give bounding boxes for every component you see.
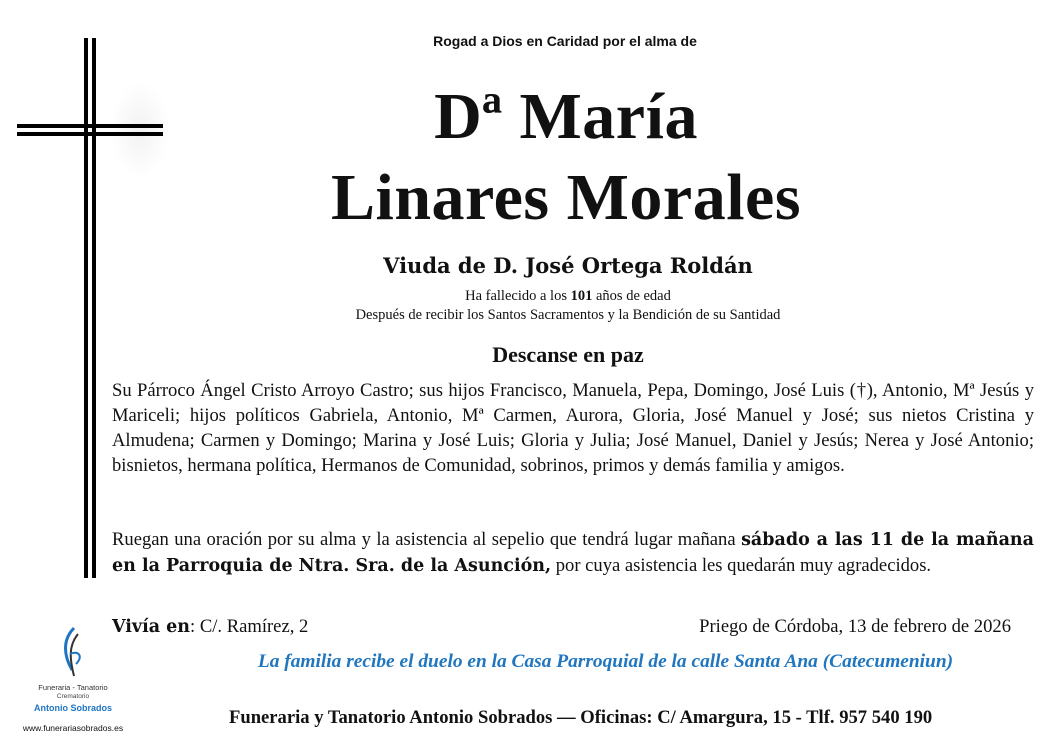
address-label: Vivía en bbox=[112, 617, 191, 637]
footer-contact: Funeraria y Tanatorio Antonio Sobrados — Oficinas: C/ Amargura, 15 - Tlf. 957 540 190 bbox=[229, 707, 933, 728]
family-notice: La familia recibe el duelo en la Casa Parroquial de la calle Santa Ana (Catecumeniun) bbox=[257, 651, 954, 672]
age-line bbox=[0, 288, 1061, 305]
funeral-text-2: por cuya asistencia les quedarán muy agradecidos. bbox=[551, 555, 932, 576]
place-date: Priego de Córdoba, 13 de febrero de 2026 bbox=[699, 616, 1011, 637]
sacraments-line: Después de recibir los Santos Sacramentos y la Bendición de su Santidad bbox=[355, 307, 781, 323]
logo-swirl-icon bbox=[60, 626, 86, 680]
logo-website[interactable]: www.funerariasobrados.es bbox=[22, 723, 124, 733]
age-suffix: años de edad bbox=[592, 288, 671, 304]
funeral-home-logo bbox=[18, 624, 128, 742]
deceased-name-line1: Dª María bbox=[434, 80, 698, 153]
funeral-text-1: Ruegan una oración por su alma y la asistencia al sepelio que tendrá lugar mañana bbox=[112, 529, 742, 550]
logo-brand: Antonio Sobrados bbox=[34, 703, 112, 713]
logo-line1: Funeraria - Tanatorio bbox=[38, 683, 108, 692]
rest-in-peace: Descanse en paz bbox=[492, 342, 644, 367]
address-value: : C/. Ramírez, 2 bbox=[190, 616, 309, 637]
family-paragraph: Su Párroco Ángel Cristo Arroyo Castro; sus hijos Francisco, Manuela, Pepa, Domingo, José Luis (†), Antonio, Mª Jesús y Mariceli; hijos políticos Gabriela, Antonio, Mª Carmen, Aurora, Gloria, José Manuel y José; sus nietos Cristina y Almudena; Carmen y Domingo; Marina y José Luis; Gloria y Julia; José Manuel, Daniel y Jesús; Nerea y José Antonio; bisnietos, hermana política, Hermanos de Comunidad, sobrinos, primos y demás familia y amigos. bbox=[112, 380, 1034, 476]
funeral-paragraph bbox=[112, 527, 1034, 579]
address-line bbox=[112, 616, 308, 638]
funeral-details: sábado a las 11 de la mañana en la Parroquia de Ntra. Sra. de la Asunción, bbox=[112, 530, 1034, 576]
widow-line: Viuda de D. José Ortega Roldán bbox=[383, 253, 753, 278]
age-prefix: Ha fallecido a los bbox=[465, 288, 571, 304]
deceased-name-line2: Linares Morales bbox=[330, 161, 802, 234]
invocation: Rogad a Dios en Caridad por el alma de bbox=[433, 33, 697, 49]
age-value: 101 bbox=[570, 288, 593, 304]
logo-line2: Crematorio bbox=[56, 693, 90, 700]
